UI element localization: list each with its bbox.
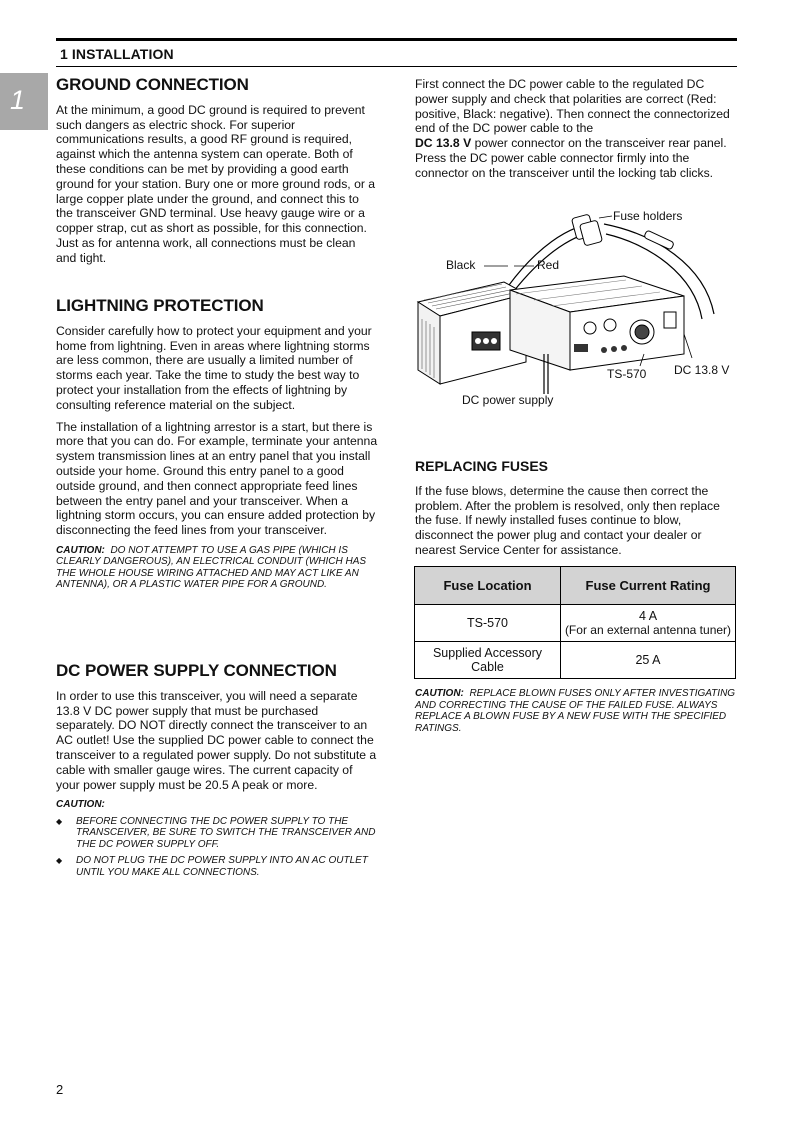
dc-power-caution-label xyxy=(56,799,378,811)
label-fuse-holders: Fuse holders xyxy=(613,209,683,223)
lightning-para-1: Consider carefully how to protect your equipment and your home from lightning. Even in areas where lightning storms are less common, there are usually a limited number of storms each year. Take the time to study the best way to protect your installation from the effects of lightning by consulting reference material on the subject. xyxy=(56,323,372,412)
lightning-caution-label: CAUTION: xyxy=(56,544,105,556)
fuse-table-header-row xyxy=(415,567,736,605)
inline-fuse-icon xyxy=(644,230,675,250)
fuse-table-header-location: Fuse Location xyxy=(415,567,561,605)
dc-connection-text-2: power connector on the transceiver rear panel. Press the DC power cable connector firmly into the connector on the transceiver until the locking tab clicks. xyxy=(415,136,727,180)
fuse-holder-icon xyxy=(571,214,602,246)
lightning-heading: LIGHTNING PROTECTION xyxy=(56,296,264,315)
dc-connection-illustration xyxy=(414,204,736,412)
fuse-rating-cell: 25 A xyxy=(561,642,736,679)
fuse-location-line-2: Cable xyxy=(471,660,504,674)
dc-connection-text-1: First connect the DC power cable to the regulated DC power supply and check that polarities are correct (Red: positive, Black: negative). Then connect the connectorized end of the DC power cable to the xyxy=(415,77,730,136)
label-red: Red xyxy=(537,258,560,272)
fuse-rating-cell xyxy=(561,605,736,642)
transceiver-icon xyxy=(510,276,684,370)
fuse-location-cell: TS-570 xyxy=(415,605,561,642)
ground-body: At the minimum, a good DC ground is required to prevent such dangers as electric shock. For superior communications results, a good RF ground is required, against which the antenna system can operate. Both of these conditions can be met by providing a good earth ground for your station. Bury one or more ground rods, or a large copper plate under the ground, and connect this to the transceiver GND terminal. Use heavy gauge wire or a copper strap, cut as short as possible, for this connection. Just as for antenna work, all connections must be clean and tight. xyxy=(56,102,376,265)
dc-power-heading: DC POWER SUPPLY CONNECTION xyxy=(56,661,337,680)
dc-power-caution-label-text: CAUTION: xyxy=(56,799,105,811)
fuses-caution-label: CAUTION: xyxy=(415,688,464,699)
label-black: Black xyxy=(446,258,476,272)
section-ground-connection xyxy=(56,75,378,266)
fuses-caution xyxy=(415,688,737,734)
section-lightning-protection xyxy=(56,296,378,591)
fuses-body: If the fuse blows, determine the cause then correct the problem. After the problem is resolved, only then replace the fuse. If newly installed fuses continue to blow, disconnect the power plug and contact your dealer or nearest Service Center for assistance. xyxy=(415,483,720,557)
dc-connection-figure xyxy=(414,204,736,412)
fuses-caution-text: REPLACE BLOWN FUSES ONLY AFTER INVESTIGATING AND CORRECTING THE CAUSE OF THE FAILED FUSE. ALWAYS REPLACE A BLOWN FUSE BY A NEW FUSE WITH THE SPECIFIED RATINGS. xyxy=(415,688,736,734)
fuse-table xyxy=(414,566,736,679)
chapter-tab xyxy=(0,73,48,130)
dc-power-bullet-2: ◆ DO NOT PLUG THE DC POWER SUPPLY INTO AN AC OUTLET UNTIL YOU MAKE ALL CONNECTIONS. xyxy=(56,855,378,878)
header-rule-top xyxy=(56,38,737,41)
label-ts570: TS-570 xyxy=(607,367,647,381)
lightning-para-2: The installation of a lightning arrestor is a start, but there is more that you can do. For example, terminate your antenna system transmission lines at an entry panel that you install outside your home. Ground this entry panel to a good outside ground, and then connect appropriate feed lines between the entry panel and your transceiver. When a lightning storm occurs, you can ensure added protection by disconnecting the feed lines from your transceiver. xyxy=(56,419,378,538)
dc-connection-text xyxy=(415,77,737,181)
fuse-location-line-1: Supplied Accessory xyxy=(432,646,543,660)
dc-power-body: In order to use this transceiver, you will need a separate 13.8 V DC power supply that must be purchased separately. DO NOT directly connect the transceiver to an AC outlet! Use the supplied DC power cable to connect the transceiver to a regulated power supply. Do not substitute a cable with smaller gauge wires. The current capacity of your power supply must be 20.5 A peak or more. xyxy=(56,688,377,792)
dc-connection-instructions xyxy=(415,77,737,181)
section-dc-power xyxy=(56,661,378,878)
chapter-tab-number: 1 xyxy=(10,85,26,115)
label-dc-power-supply: DC power supply xyxy=(462,393,554,407)
fuse-table-header-rating: Fuse Current Rating xyxy=(561,567,736,605)
fuse-rating-value: 4 A xyxy=(638,609,658,623)
dc-connector-label: DC 13.8 V xyxy=(415,136,472,151)
table-row xyxy=(415,605,736,642)
lightning-caution xyxy=(56,545,378,591)
fuse-rating-note: (For an external antenna tuner) xyxy=(564,623,732,637)
label-dc138: DC 13.8 V xyxy=(674,363,730,377)
page-number: 2 xyxy=(56,1082,64,1097)
header-rule-bottom xyxy=(56,66,737,67)
table-row xyxy=(415,642,736,679)
lightning-caution-text: DO NOT ATTEMPT TO USE A GAS PIPE (WHICH IS CLEARLY DANGEROUS), AN ELECTRICAL CONDUIT (WHICH HAS THE WHOLE HOUSE WIRING ATTACHED AND MAY ACT LIKE AN ANTENNA), OR A PLASTIC WATER PIPE FOR A GROUND. xyxy=(56,544,367,591)
ground-heading: GROUND CONNECTION xyxy=(56,75,249,94)
dc-power-bullet-1: ◆ BEFORE CONNECTING THE DC POWER SUPPLY TO THE TRANSCEIVER, BE SURE TO SWITCH THE TRANSCEIVER AND THE DC POWER SUPPLY OFF. xyxy=(56,816,378,851)
fuse-location-cell xyxy=(415,642,561,679)
fuses-heading: REPLACING FUSES xyxy=(415,458,549,474)
fuses-caution-block xyxy=(415,688,737,734)
section-replacing-fuses xyxy=(415,459,737,558)
chapter-title: 1 INSTALLATION xyxy=(60,46,174,62)
